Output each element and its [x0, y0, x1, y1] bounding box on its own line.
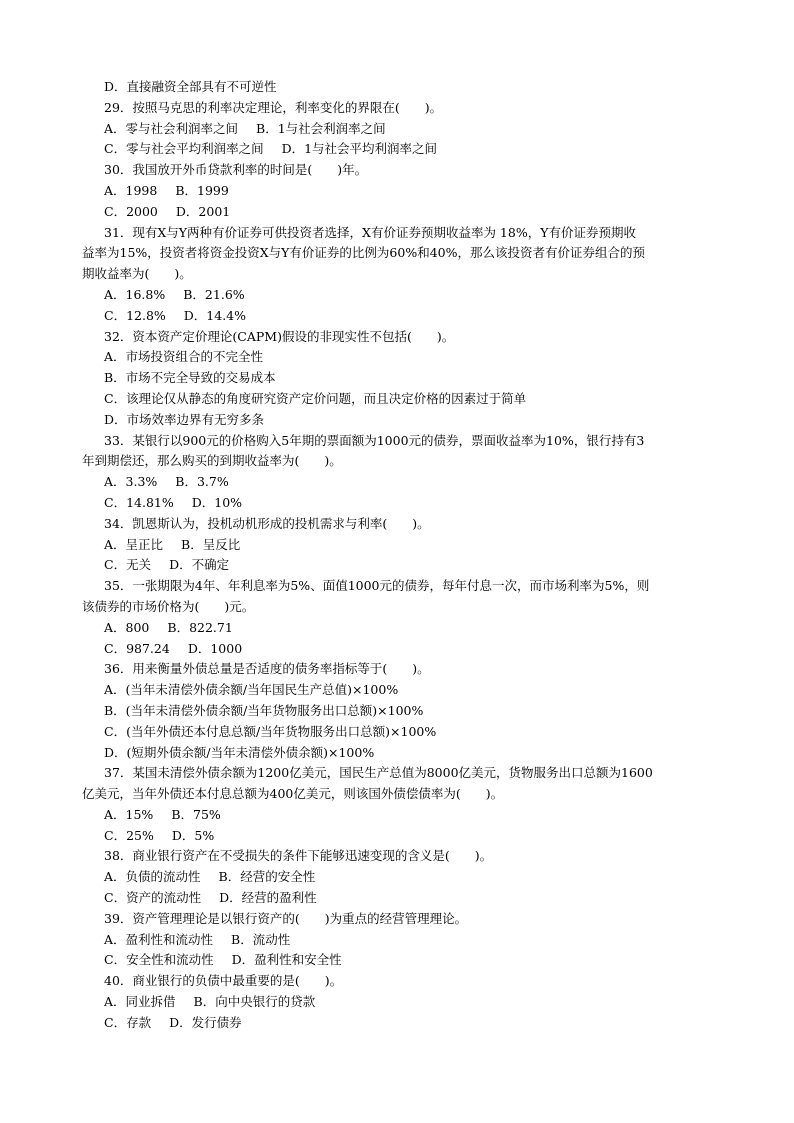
option-a: A．零与社会利润率之间: [104, 120, 239, 136]
options-row: [104, 888, 724, 909]
question-30: 30．我国放开外币贷款利率的时间是( )年。: [104, 162, 368, 178]
options-row: [104, 202, 724, 223]
question-35-line-2: 该债券的市场价格为( )元。: [82, 598, 255, 614]
option-b: B．市场不完全导致的交易成本: [104, 370, 276, 386]
option-c: C．12.8%: [104, 307, 166, 323]
question-34: 34．凯恩斯认为，投机动机形成的投机需求与利率( )。: [104, 515, 430, 531]
option-d: D．发行债券: [169, 1014, 242, 1030]
option-b: B．1999: [175, 182, 229, 198]
option-b: B．经营的安全性: [218, 869, 316, 885]
option-b: B．75%: [171, 806, 221, 822]
option-b: B．21.6%: [183, 286, 245, 302]
option-b: B．向中央银行的贷款: [193, 994, 316, 1010]
option-a: A．市场投资组合的不完全性: [104, 349, 264, 365]
question-32: 32．资本资产定价理论(CAPM)假设的非现实性不包括( )。: [104, 328, 455, 344]
options-row: [104, 639, 724, 660]
options-row: [104, 930, 724, 951]
option-a: A．(当年未清偿外债余额/当年国民生产总值)×100%: [104, 682, 399, 698]
option-b: B．1与社会利润率之间: [256, 120, 386, 136]
option-c: C．(当年外债还本付息总额/当年货物服务出口总额)×100%: [104, 723, 437, 739]
option-b: B．流动性: [231, 931, 291, 947]
option-a: A．15%: [104, 806, 154, 822]
option-c: C．该理论仅从静态的角度研究资产定价问题，而且决定价格的因素过于简单: [104, 390, 527, 406]
question-37-line-1: 37．某国未清偿外债余额为1200亿美元，国民生产总值为8000亿美元，货物服务出口总额为1600: [104, 765, 653, 781]
options-row: [104, 867, 724, 888]
options-row: [104, 119, 724, 140]
option-d: D．5%: [171, 827, 215, 843]
option-d: D．1与社会平均利润率之间: [281, 141, 438, 157]
option-a: A．1998: [104, 182, 158, 198]
option-c: C．2000: [104, 203, 158, 219]
option-d: D．2001: [175, 203, 231, 219]
options-row: [104, 1013, 724, 1034]
question-33-line-2: 年到期偿还，那么购买的到期收益率为( )。: [82, 453, 342, 469]
option-a: A．16.8%: [104, 286, 166, 302]
options-row: [104, 992, 724, 1013]
option-d: D．10%: [191, 494, 243, 510]
option-c: C．987.24: [104, 640, 170, 656]
option-a: A．盈利性和流动性: [104, 931, 214, 947]
option-a: A．800: [104, 619, 150, 635]
option-c: C．无关: [104, 557, 152, 573]
question-33-line-1: 33．某银行以900元的价格购入5年期的票面额为1000元的债券，票面收益率为10%，银行持有3: [104, 432, 645, 448]
option-a: A．同业拆借: [104, 994, 176, 1010]
question-39: 39．资产管理理论是以银行资产的( )为重点的经营管理理论。: [104, 910, 468, 926]
option-b: B．呈反比: [181, 536, 241, 552]
options-row: [104, 826, 724, 847]
option-d: D．(短期外债余额/当年未清偿外债余额)×100%: [104, 744, 375, 760]
option-d: D．不确定: [169, 557, 230, 573]
options-row: [104, 555, 724, 576]
question-31-line-2: 益率为15%，投资者将资金投资X与Y有价证券的比例为60%和40%，那么该投资者有价证券组合的预: [82, 245, 646, 261]
options-row: [104, 472, 724, 493]
options-row: [104, 285, 724, 306]
option-line: D．直接融资全部具有不可逆性: [104, 79, 277, 94]
option-c: C．14.81%: [104, 494, 174, 510]
options-row: [104, 805, 724, 826]
option-c: C．25%: [104, 827, 154, 843]
option-d: D．盈利性和安全性: [231, 952, 342, 968]
question-29: 29．按照马克思的利率决定理论，利率变化的界限在( )。: [104, 99, 443, 115]
options-row: [104, 139, 724, 160]
option-d: D．市场效率边界有无穷多条: [104, 411, 265, 427]
options-row: [104, 950, 724, 971]
options-row: [104, 535, 724, 556]
option-b: B．(当年未清偿外债余额/当年货物服务出口总额)×100%: [104, 702, 424, 718]
options-row: [104, 181, 724, 202]
option-c: C．零与社会平均利润率之间: [104, 141, 264, 157]
option-a: A．负债的流动性: [104, 869, 201, 885]
option-d: D．14.4%: [183, 307, 247, 323]
option-b: B．3.7%: [175, 474, 229, 490]
document-page: [82, 77, 724, 1034]
option-c: C．存款: [104, 1014, 152, 1030]
question-31-line-1: 31．现有X与Y两种有价证券可供投资者选择，X有价证券预期收益率为 18%，Y有价证券预期收: [104, 224, 636, 240]
option-c: C．资产的流动性: [104, 890, 202, 906]
options-row: [104, 493, 724, 514]
question-36: 36．用来衡量外债总量是否适度的债务率指标等于( )。: [104, 661, 430, 677]
question-40: 40．商业银行的负债中最重要的是( )。: [104, 973, 343, 989]
option-c: C．安全性和流动性: [104, 952, 214, 968]
question-35-line-1: 35．一张期限为4年、年利息率为5%、面值1000元的债券，每年付息一次，而市场利率为5%，则: [104, 578, 650, 594]
option-d: D．1000: [187, 640, 243, 656]
question-38: 38．商业银行资产在不受损失的条件下能够迅速变现的含义是( )。: [104, 848, 493, 864]
option-d: D．经营的盈利性: [219, 890, 317, 906]
option-b: B．822.71: [167, 619, 233, 635]
question-37-line-2: 亿美元，当年外债还本付息总额为400亿美元，则该国外债偿债率为( )。: [82, 786, 504, 802]
option-a: A．3.3%: [104, 474, 158, 490]
options-row: [104, 618, 724, 639]
option-a: A．呈正比: [104, 536, 164, 552]
question-31-line-3: 期收益率为( )。: [82, 266, 192, 282]
options-row: [104, 306, 724, 327]
